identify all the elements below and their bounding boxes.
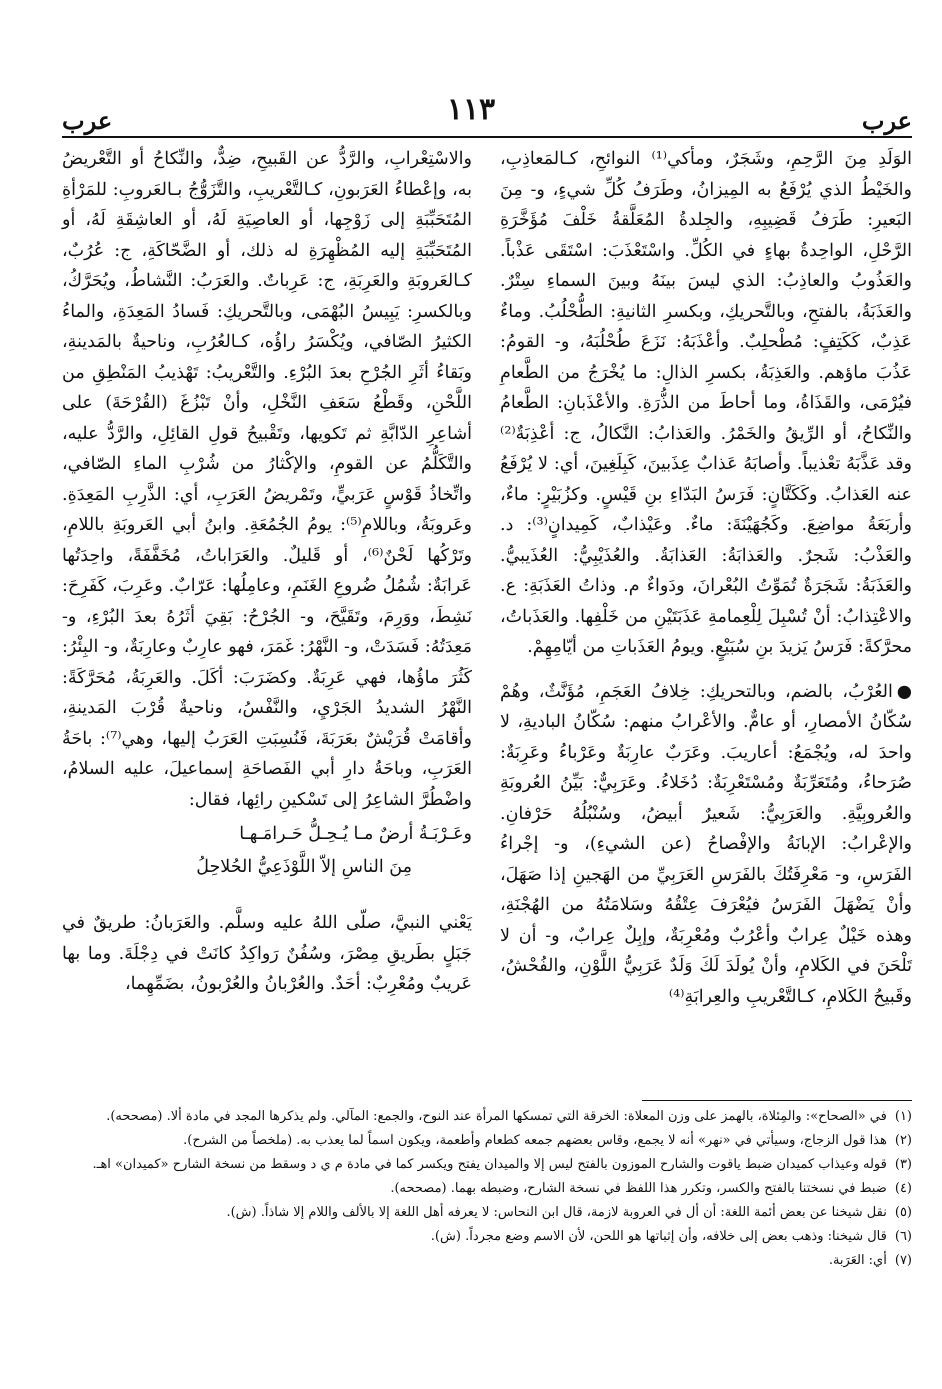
footnote-number: (٤) <box>894 1181 912 1196</box>
footnote <box>62 1202 912 1223</box>
header-rule <box>62 136 912 138</box>
page-number: ١١٣ <box>446 92 496 127</box>
footnote-number: (٧) <box>894 1253 912 1268</box>
right-paragraph-1: الوَلَدِ مِنَ الرَّحِمِ، وشَجَرٌ، ومأكي⁽¹⁾ النوائحِ، كـالمَعاذِبِ، والخَيْطُ الذي يُرْفَعُ به المِيزانُ، وطَرَفُ كُلِّ شيءٍ، و- مِنَ البَعيرِ: طَرَفُ قَضِيبِهِ، والجِلدةُ المُعَلَّقةُ خَلْفَ مُؤَخَّرَةِ الرَّحْلِ، الواحِدةُ بهاءٍ في الكُلِّ. واسْتَعْذَبَ: اسْتَقَى عَذْباً. والعَذُوبُ والعاذِبُ: الذي ليسَ بينَهُ وبينَ السماءِ سِتْرٌ. والعَذَبَةُ، بالفتحِ، وبالتَّحريكِ، وبكسرِ الثانيةِ: الطُّحْلُبُ. وماءٌ عَذِبٌ، كَكَتِفٍ: مُطْحلِبٌ. وأعْذَبَهُ: نَزَعَ طُحْلُبَهُ، و- القومُ: عَذُبَ ماؤهم. والعَذِبَةُ، بكسرِ الذالِ: ما يُخْرَجُ من الطَّعامِ فيُرْمَى، والقَذَاةُ، وما أحاطَ من الذُّرَةِ. والأعْذَبانِ: الطَّعامُ والنِّكاحُ، أو الرِّيقُ والخَمْرُ. والعَذابُ: النَّكالُ، ج: أعْذِبَةٌ⁽²⁾ وقد عَذَّبَهُ تعْذيباً. وأصابَهُ عَذابٌ عِذَبينَ، كَبِلَغِينَ، أي: لا يُرْفَعُ عنه العَذابُ. وكَكَتَّانٍ: فَرَسُ البَدّاءِ بنِ قَيْسٍ. وكزُبَيْرٍ: ماءٌ، وأربَعَةُ مواضِعَ. وكَجُهَيْنَةَ: ماءٌ. وعَيْذابٌ، كَمِيدانٍ⁽³⁾: د. والعَذْبُ: شَجرٌ. والعَذابَةُ: العَذابَةُ. والعُذَيْبِيُّ: العُذَيبيُّ. والعَذَبَةُ: شَجَرَةٌ تُمَوِّتُ البُعْرانَ، ودَواءٌ م. وذاتُ العَذَبَةِ: ع. والاعْتِذابُ: أنْ تُسْبِلَ لِلْعِمامةِ عَذَبَتَيْنِ من خَلْفِها. والعَذَباتُ، محرَّكةً: فَرَسُ يَزيدَ بنِ سُبَيْعٍ. ويومُ العَذَباتِ من أيّامِهِمْ. <box>500 149 913 657</box>
header-right-word: عرب <box>861 106 912 135</box>
footnote-number: (٦) <box>894 1229 912 1244</box>
right-paragraph-2-entry: ●العُرْبُ، بالضم، وبالتحريكِ: خِلافُ العَجَمِ، مُؤَنَّثٌ، وهُمْ سُكّانُ الأمصارِ، أو عامٌّ. والأعْرابُ منهم: سُكّانُ الباديةِ، لا واحدَ له، ويُجْمَعُ: أعاريبَ. وعَرَبٌ عارِبَةٌ وعَرْباءُ وعَرِبَةٌ: صُرَحاءُ، ومُتَعَرِّبَةٌ ومُسْتَعْرِبَةٌ: دُخَلاءُ. وعَرَبِيٌّ: بَيِّنُ العُروبَةِ والعُروبِيَّةِ. والعَرَبِيُّ: شَعيرٌ أبيضُ، وسُنْبُلُهُ حَرْفانِ. والإعْرابُ: الإبانَةُ والإفْصاحُ (عن الشيءِ)، و- إجْراءُ الفَرَسِ، و- مَعْرِفَتُكَ بالفَرَسِ العَرَبِيِّ من الهَجينِ إذا صَهَلَ، وأنْ يَضْهَلَ الفَرَسُ فيُعْرَفَ عِتْقُهُ وسَلامَتُهُ من الهُجْنَةِ، وهذه خَيْلٌ عِرابٌ وأعْرُبٌ ومُعْرِبَةٌ، وإبِلٌ عِرابٌ، و- أن لا تَلْحَنَ في الكَلامِ، وأنْ يُولَدَ لَكَ وَلَدٌ عَرَبِيُّ اللَّوْنِ، والفُحْشُ، وقَبيحُ الكَلامِ، كـالتَّعْريبِ والعِرابَةِ⁽⁴⁾ <box>500 681 912 1007</box>
left-column <box>62 144 472 1004</box>
header-left-word: عرب <box>62 106 113 135</box>
footnote-text: نقل شيخنا عن بعض أئمة اللغة: أن أل في العروبة لازمة، قال ابن النحاس: لا يعرفه أهل اللغة إلا بالألف واللام إلا شاذاً. (ش). <box>226 1205 887 1220</box>
footnote <box>62 1106 912 1127</box>
left-paragraph-1: والاسْتِعْرابِ، والرَّدُّ عن القَبيحِ، ضِدٌّ، والنِّكاحُ أو التَّعْريضُ به، وإعْطاءُ العَرَبونِ، كـالتَّعْريبِ، والتَّزَوُّجُ بـالعَروبِ: للمَرْأةِ المُتَحَبِّبَةِ إلى زَوْجِها، أو العاصِيَةِ لَهُ، أو العاشِقَةِ لَهُ، أو المُتَحَبِّبَةِ إليه المُظْهِرَةِ له ذلك، أو الضَّحّاكَةِ، ج: عُرُبٌ، كـالعَروبَةِ والعَرِبَةِ، ج: عَرِباتٌ. والعَرَبُ: النَّشاطُ، ويُحَرَّكُ، وبالكسرِ: يَبِيسُ البُهْمَى، وبالتَّحريكِ: فَسادُ المَعِدَةِ، والماءُ الكثيرُ الصّافي، ويُكْسَرُ راؤُه، كـالعُرُبِ، وناحيةٌ بالمَدينةِ، وبَقاءُ أثَرِ الجُرْحِ بعدَ البُرْءِ. والتَّعْريبُ: تَهْذيبُ المَنْطِقِ من اللَّحْنِ، وقَطْعُ سَعَفِ النَّخْلِ، وأنْ تَبْزُغَ (القُرْحَةَ) على أشاعِرِ الدّابَّةِ ثم تَكويها، وتَقْبيحُ قولِ القائِلِ، والرَّدُّ عليه، والتَّكَلُّمُ عن القومِ، والإكْثارُ من شُرْبِ الماءِ الصّافي، واتِّخاذُ قَوْسٍ عَرَبيٍّ، وتَمْريضُ العَرَبِ، أي: الذَّرِبِ المَعِدَةِ. وعَروبَةُ، وباللامِ⁽⁵⁾: يومُ الجُمُعَةِ. وابنُ أبي العَروبَةِ باللامِ، وتَرْكُها لَحْنٌ⁽⁶⁾، أو قَليلٌ. والعَرَاباتُ، مُخَفَّفَةً، واحِدَتُها عَرابَةٌ: شُمُلُ ضُروعِ الغَنَمِ، وعامِلُها: عَرّابٌ. وعَرِبَ، كَفَرِحَ: نَشِطَ، ووَرِمَ، وتَقَيَّحَ، و- الجُرْحُ: بَقِيَ أثَرُهُ بعدَ البُرْءِ، و- مَعِدَتُهُ: فَسَدَتْ، و- النَّهْرُ: غَمَرَ، فهو عارِبٌ وعارِبَةٌ، و- البِئْرُ: كَثُرَ ماؤُها، فهي عَرِبَةٌ. وكضَرَبَ: أكَلَ. والعَرِبَةُ، مُحَرَّكَةً: النَّهْرُ الشديدُ الجَرْيِ، والنَّفْسُ، وناحيةٌ قُرْبَ المَدينةِ، وأقامَتْ قُرَيْشٌ بعَرَبَةَ، فَنُسِبَتِ العَرَبُ إليها، وهي⁽⁷⁾: باحَةُ العَرَبِ، وباحَةُ دارِ أبي الفَصاحَةِ إسماعيلَ، عليه السلامُ، واضْطُرَّ الشاعِرُ إلى تَسْكينِ رائِها، فقال: <box>62 149 473 810</box>
footnote <box>62 1178 912 1199</box>
footnote-text: في «الصحاح»: والمِئلاة، بالهمز على وزن المعلاة: الخرقة التي تمسكها المرأة عند النوح، والجمع: المآلي. ولم يذكرها المجد في مادة ألا. (مصححه). <box>106 1109 887 1124</box>
footnote-rule <box>642 1100 912 1101</box>
footnotes <box>62 1106 912 1274</box>
footnote-text: أي: العَرَبة. <box>828 1253 887 1268</box>
poem-line-2: مِنَ الناسِ إلاّ اللَّوْذَعِيُّ الحُلاحِلُ <box>196 856 412 877</box>
footnote <box>62 1226 912 1247</box>
footnote <box>62 1154 912 1175</box>
footnote <box>62 1250 912 1271</box>
footnote-number: (١) <box>894 1109 912 1124</box>
footnote <box>62 1130 912 1151</box>
footnote-number: (٣) <box>894 1157 912 1172</box>
footnote-text: هذا قول الزجاج، وسيأتي في «نهر» أنه لا يجمع، وقاس بعضهم جمعه كطعام وأطعمة، ويكون اسماً لما يعذب به. (ملخصاً من الشرح). <box>183 1133 887 1148</box>
footnote-number: (٥) <box>894 1205 912 1220</box>
poem-line-1: وعَـرْبَـةُ أرضٌ مـا يُـحِـلُّ حَـرامَـهـا <box>239 824 472 844</box>
left-paragraph-2: يَعْني النبيَّ، صلّى اللهُ عليه وسلَّم. والعَرَبانُ: طريقٌ في جَبَلٍ بطَريقِ مِصْرَ، وسُفُنٌ رَواكِدُ كانَتْ في دِجْلَةَ. وما بها عَريبٌ ومُعْرِبٌ: أحَدٌ. والعُرْبانُ والعُرْبونُ، بضَمِّهِما، <box>62 913 472 994</box>
right-column <box>500 144 912 1016</box>
footnote-text: قال شيخنا: وذهب بعض إلى خلافه، وأن إثباتها هو اللحن، لأن الاسم وضع مجرداً. (ش). <box>430 1229 887 1244</box>
footnote-text: ضبط في نسختنا بالفتح والكسر، وتكرر هذا اللفظ في نسخة الشارح، وضبطه بهما. (مصححه). <box>390 1181 887 1196</box>
footnote-text: قوله وعيذاب كميدان ضبط ياقوت والشارح الموزون بالفتح ليس إلا والميدان يفتح ويكسر كما في مادة م ي د وسقط من نسخة الشارح «كميدان» اهـ. <box>92 1157 887 1172</box>
footnote-number: (٢) <box>894 1133 912 1148</box>
